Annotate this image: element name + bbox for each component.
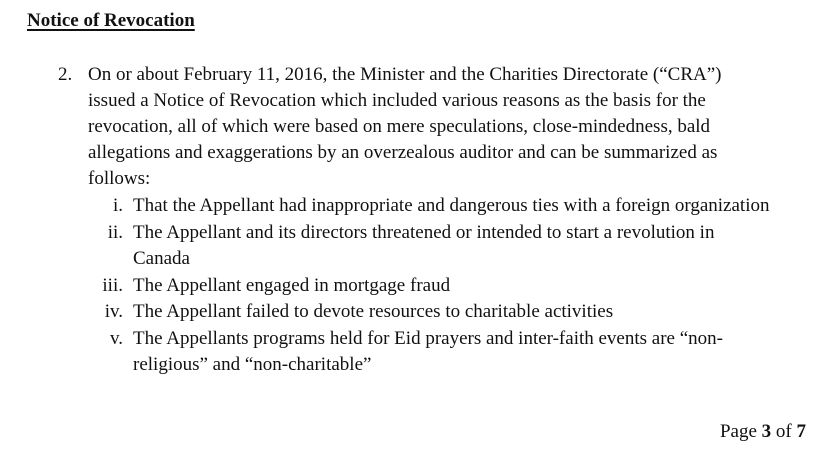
list-item — [88, 273, 828, 300]
paragraph-line: revocation, all of which were based on mere speculations, close-mindedness, bald — [88, 116, 711, 137]
paragraph-text — [88, 62, 788, 192]
list-item-number: ii. — [107, 221, 123, 243]
paragraph-line: follows: — [88, 168, 151, 189]
paragraph-line: allegations and exaggerations by an overzealous auditor and can be summarized as — [88, 142, 718, 163]
list-item-number: i. — [112, 195, 123, 216]
list-item — [88, 220, 828, 273]
list-item-text: The Appellant and its directors threatened or intended to start a revolution in — [133, 221, 715, 243]
list-item-text: The Appellant failed to devote resources to charitable activities — [133, 301, 614, 322]
paragraph-line: issued a Notice of Revocation which included various reasons as the basis for the — [88, 90, 706, 111]
list-item-text: The Appellants programs held for Eid prayers and inter-faith events are “non- — [133, 327, 723, 349]
list-item-text: Canada — [133, 248, 190, 269]
paragraph-number: 2. — [58, 64, 73, 85]
numbered-paragraph — [58, 62, 828, 192]
list-item-text: The Appellant engaged in mortgage fraud — [133, 274, 451, 296]
page-label: Page — [719, 421, 757, 442]
list-item-number: iii. — [102, 274, 123, 296]
list-item — [88, 326, 828, 379]
current-page: 3 — [761, 421, 772, 442]
of-label: of — [775, 421, 792, 442]
list-item — [88, 299, 828, 326]
page-number — [720, 420, 806, 444]
list-item-number: v. — [109, 327, 123, 349]
reasons-list — [88, 193, 828, 379]
list-item-text: religious” and “non-charitable” — [133, 354, 372, 375]
section-heading: Notice of Revocation — [27, 10, 195, 31]
total-pages: 7 — [796, 421, 806, 442]
paragraph-line: On or about February 11, 2016, the Minister and the Charities Directorate (“CRA”) — [88, 64, 722, 85]
list-item-number: iv. — [104, 301, 123, 322]
list-item-text: That the Appellant had inappropriate and dangerous ties with a foreign organization — [133, 195, 770, 216]
list-item — [88, 193, 828, 220]
